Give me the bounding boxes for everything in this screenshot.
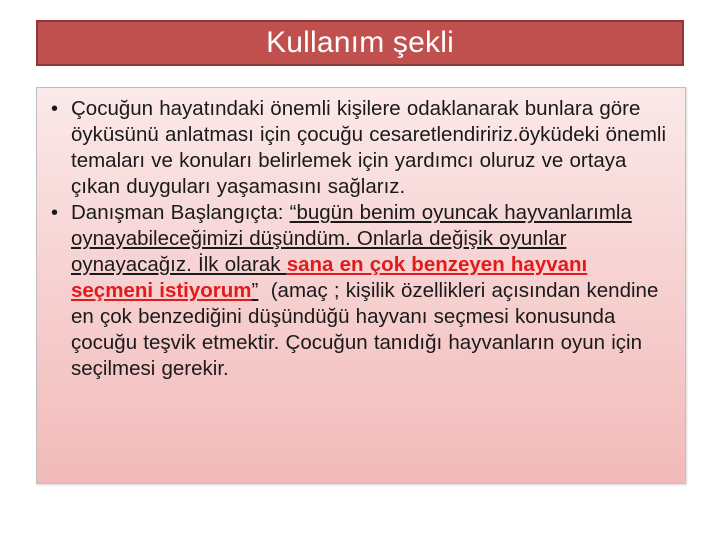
title-bar [36,20,684,66]
page-title: Kullanım şekli [266,26,454,59]
bullet-dot-icon: • [51,202,59,224]
quote-end: ” [251,279,259,302]
bullet-item-1 [51,96,671,200]
bullet-list [37,88,685,382]
bullet-text-1: Çocuğun hayatındaki önemli kişilere odaklanarak bunlara göre öyküsünü anlatması için çocuğu cesaretlendiririz.öyküdeki önemli temaları ve konuları belirlemek için yardımcı oluruz ve ortaya çıkan duyguları yaşamasını sağlarız. [71,97,667,198]
bullet-lead: Danışman Başlangıçta: [71,201,290,224]
bullet-item-2 [51,200,671,382]
content-box [36,87,686,484]
quote-highlight: sana en çok benzeyen hayvanı seçmeni istiyorum [71,253,588,302]
quote-text: “bugün benim oyuncak hayvanlarımla oynayabileceğimizi düşündüm. Onlarla değişik oyunlar oynayacağız. İlk olarak [71,201,632,276]
bullet-dot-icon: • [51,98,59,120]
bullet-tail: (amaç ; kişilik özellikleri açısından kendine en çok benzediğini düşündüğü hayvanı seçmesi konusunda çocuğu teşvik etmektir. Çocuğun tanıdığı hayvanların oyun için seçilmesi gerekir. [71,279,665,380]
